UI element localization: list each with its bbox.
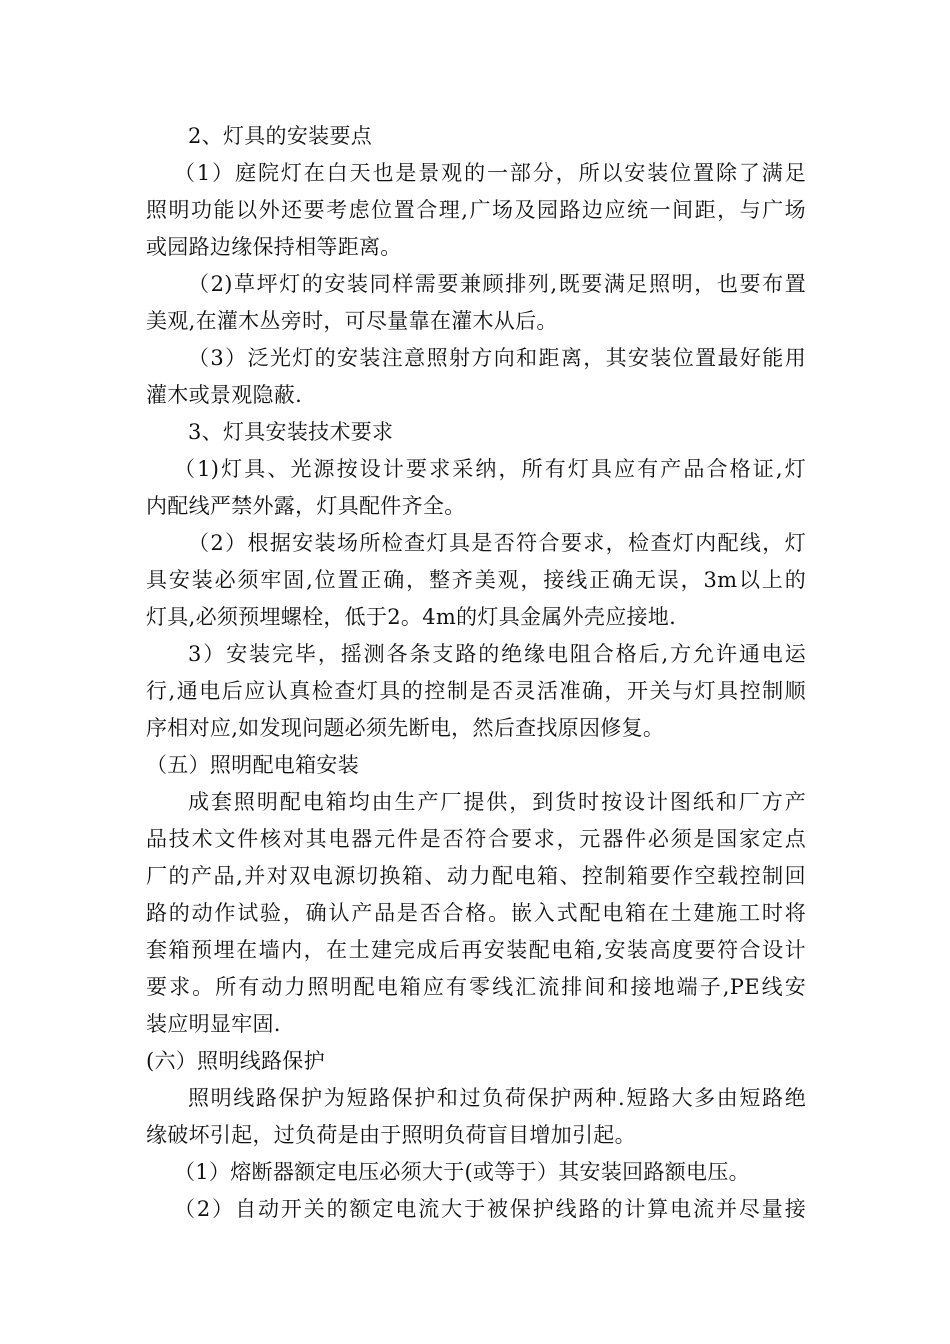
text-line: （2）根据安装场所检查灯具是否符合要求，检查灯内配线，灯	[188, 531, 806, 555]
text-line: 装应明显牢固.	[146, 1012, 281, 1036]
text-line: 内配线严禁外露，灯具配件齐全。	[146, 494, 466, 518]
text-line: 照明功能以外还要考虑位置合理,广场及园路边应统一间距，与广场	[146, 198, 806, 222]
text-line: (六）照明线路保护	[146, 1049, 325, 1073]
document-body	[146, 118, 806, 1228]
text-line: 厂的产品,并对双电源切换箱、动力配电箱、控制箱要作空载控制回	[146, 864, 806, 888]
text-line: 套箱预埋在墙内，在土建完成后再安装配电箱,安装高度要符合设计	[146, 938, 806, 962]
text-line: 要求。所有动力照明配电箱应有零线汇流排间和接地端子,PE线安	[146, 975, 806, 999]
text-line: （3）泛光灯的安装注意照射方向和距离，其安装位置最好能用	[188, 346, 806, 370]
text-line: 行,通电后应认真检查灯具的控制是否灵活准确，开关与灯具控制顺	[146, 679, 806, 703]
text-line: 路的动作试验，确认产品是否合格。嵌入式配电箱在土建施工时将	[146, 901, 806, 925]
text-line: 序相对应,如发现问题必须先断电，然后查找原因修复。	[146, 716, 665, 740]
text-line: （五）照明配电箱安装	[146, 753, 359, 777]
text-line: 品技术文件核对其电器元件是否符合要求，元器件必须是国家定点	[146, 827, 806, 851]
text-line: （1）熔断器额定电压必须大于(或等于）其安装回路额电压。	[174, 1160, 750, 1184]
text-line: 3）安装完毕，摇测各条支路的绝缘电阻合格后,方允许通电运	[188, 642, 806, 666]
text-line: 美观,在灌木丛旁时，可尽量靠在灌木从后。	[146, 309, 558, 333]
text-line: 照明线路保护为短路保护和过负荷保护两种.短路大多由短路绝	[188, 1086, 806, 1110]
text-line: 3、灯具安装技术要求	[188, 420, 394, 444]
text-line: 灯具,必须预埋螺栓，低于2。4m的灯具金属外壳应接地.	[146, 605, 677, 629]
text-line: （2）自动开关的额定电流大于被保护线路的计算电流并尽量接	[174, 1197, 806, 1221]
text-line: 成套照明配电箱均由生产厂提供，到货时按设计图纸和厂方产	[188, 790, 806, 814]
text-line: 缘破坏引起，过负荷是由于照明负荷盲目增加引起。	[146, 1123, 636, 1147]
text-line: 或园路边缘保持相等距离。	[146, 235, 402, 259]
text-line: 具安装必须牢固,位置正确，整齐美观，接线正确无误，3m以上的	[146, 568, 806, 592]
text-line: 灌木或景观隐蔽.	[146, 383, 303, 407]
text-line: 2、灯具的安装要点	[188, 124, 373, 148]
text-line: （1)灯具、光源按设计要求采纳，所有灯具应有产品合格证,灯	[174, 457, 806, 481]
text-line: （2)草坪灯的安装同样需要兼顾排列,既要满足照明，也要布置	[188, 272, 806, 296]
text-line: （1）庭院灯在白天也是景观的一部分，所以安装位置除了满足	[174, 161, 806, 185]
